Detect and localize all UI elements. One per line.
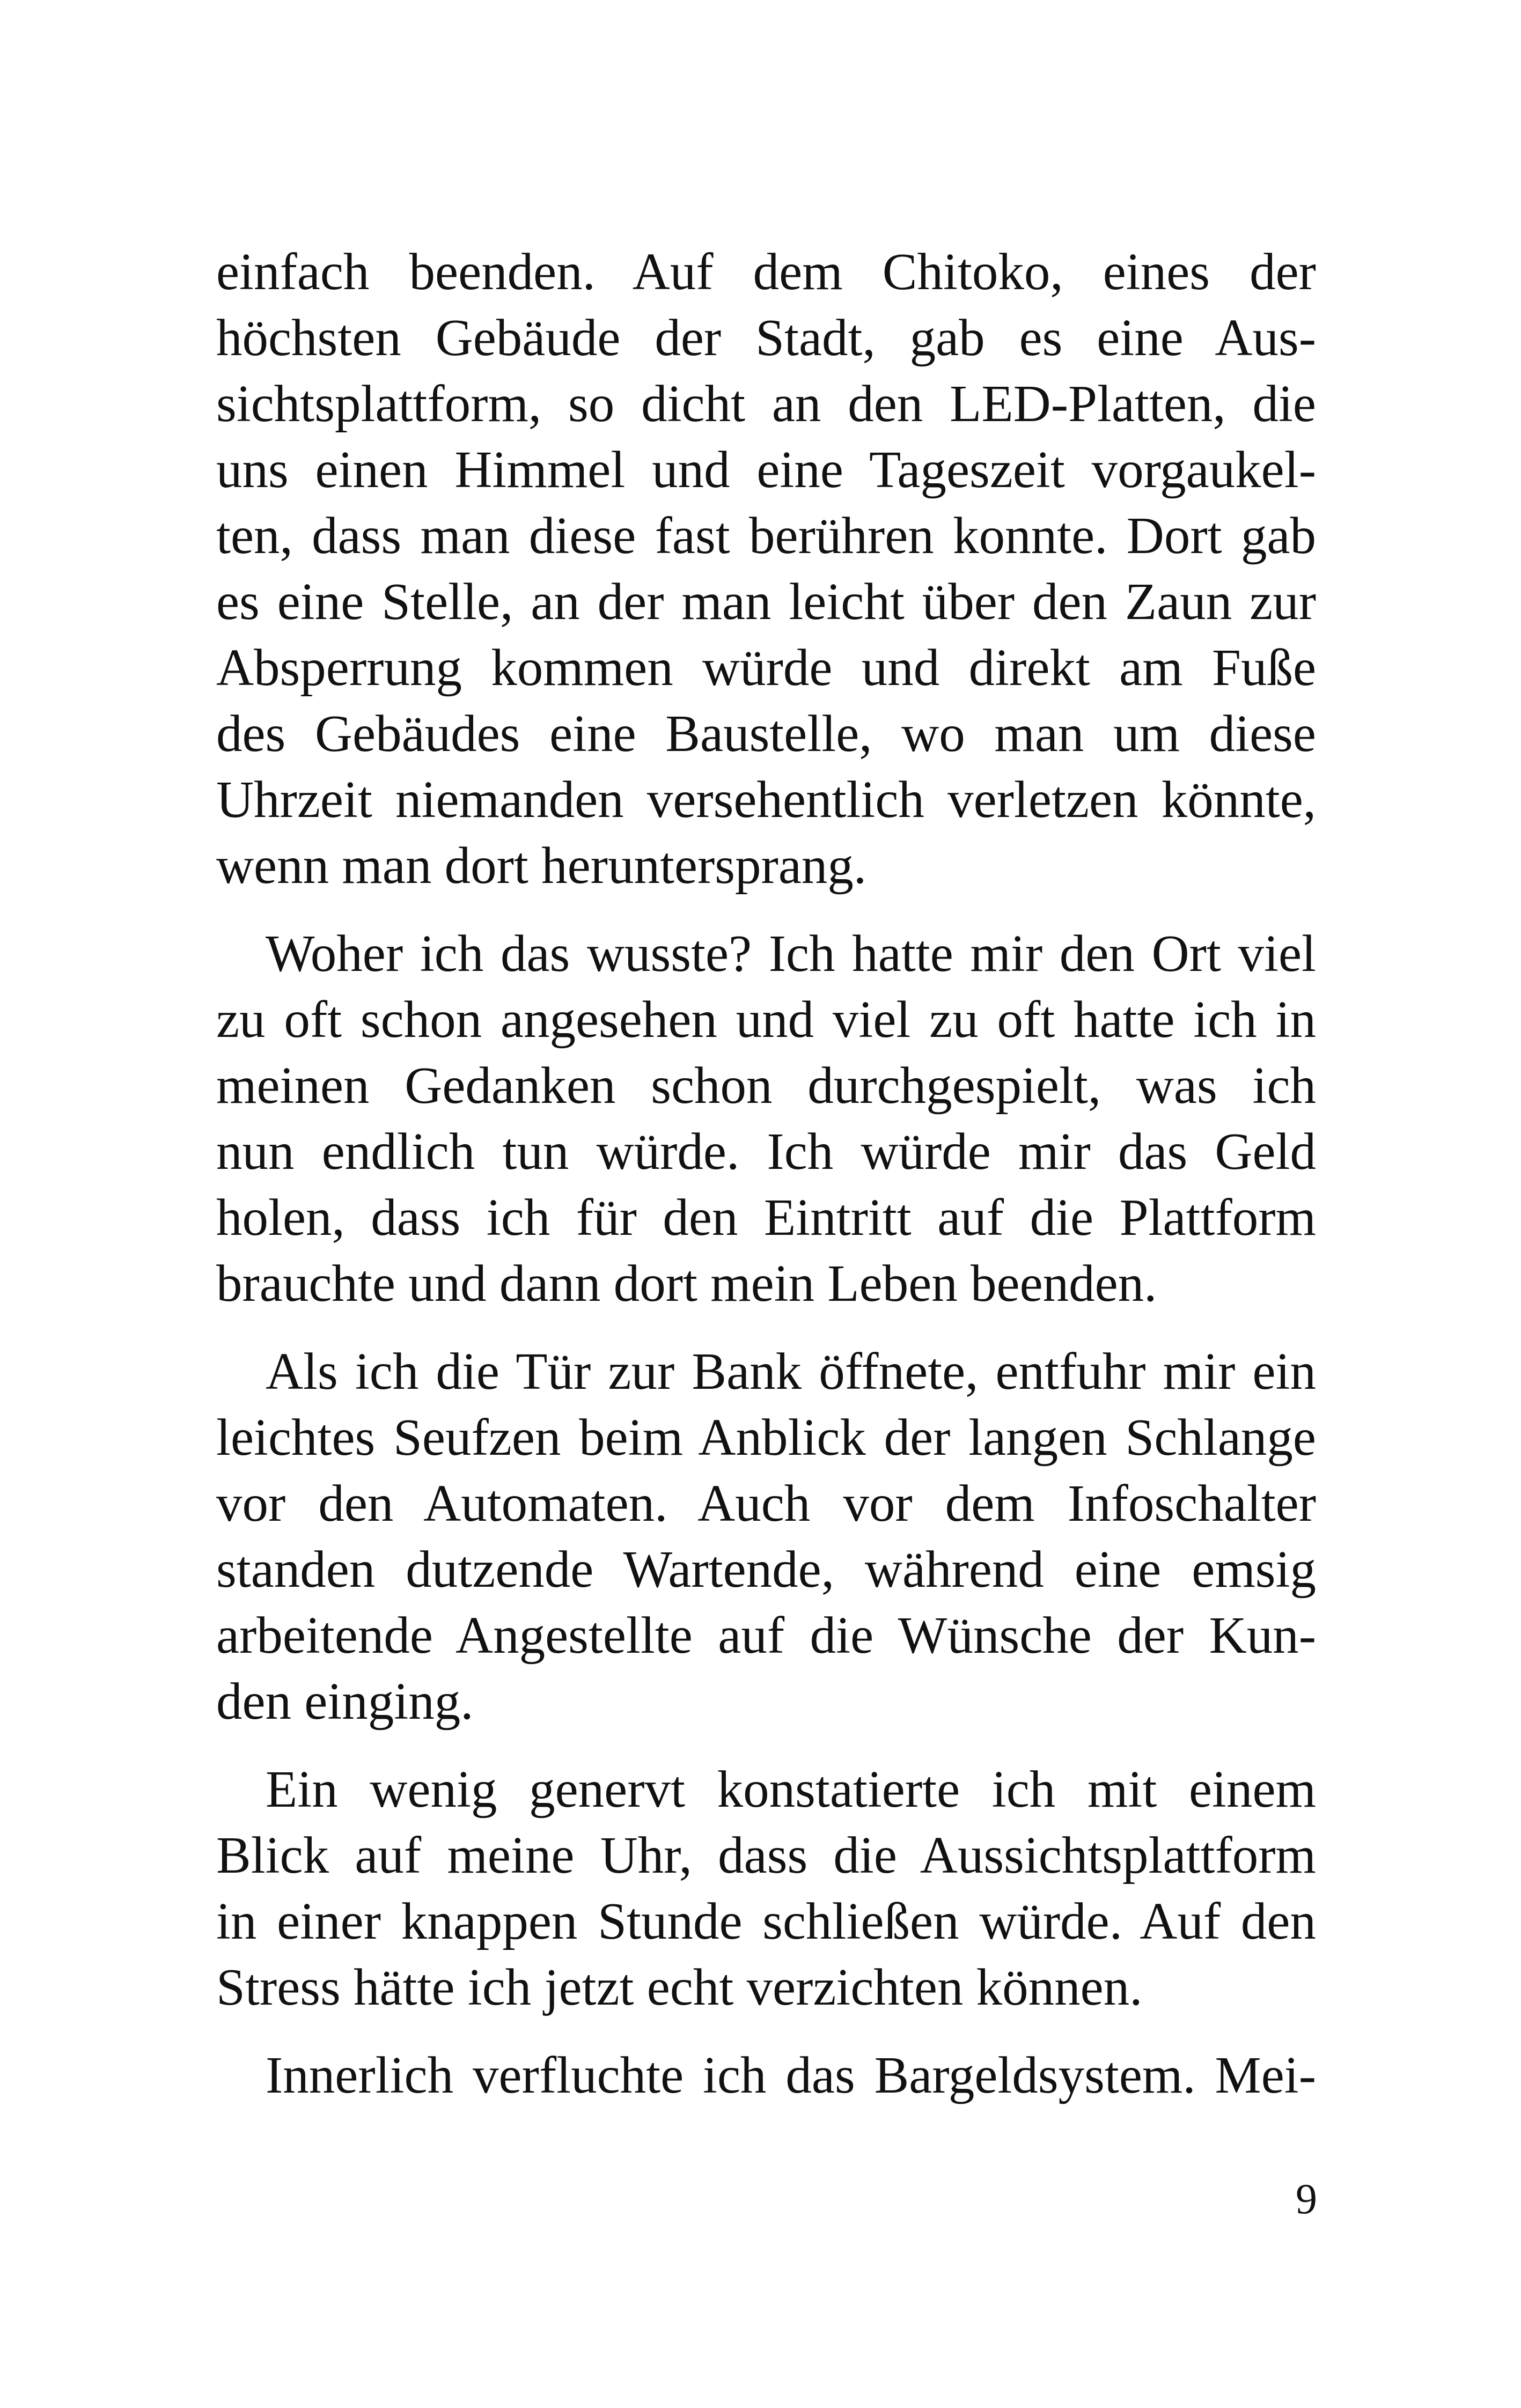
text-line: Uhrzeit niemanden versehentlich verletzen könnte,	[216, 771, 1316, 828]
paragraph-gap	[216, 1316, 1316, 1338]
text-line: es eine Stelle, an der man leicht über den Zaun zur	[216, 573, 1316, 630]
text-line: des Gebäudes eine Baustelle, wo man um diese	[216, 705, 1316, 762]
text-line: ten, dass man diese fast berühren konnte. Dort gab	[216, 507, 1316, 564]
text-line: höchsten Gebäude der Stadt, gab es eine Aus-	[216, 309, 1316, 366]
paragraph	[216, 1338, 1316, 1734]
text-line: Woher ich das wusste? Ich hatte mir den Ort viel	[266, 925, 1316, 982]
text-line: Innerlich verfluchte ich das Bargeldsystem. Mei-	[266, 2046, 1316, 2104]
text-line: arbeitende Angestellte auf die Wünsche der Kun-	[216, 1607, 1316, 1664]
text-line: nun endlich tun würde. Ich würde mir das Geld	[216, 1123, 1316, 1180]
text-line: sichtsplattform, so dicht an den LED-Platten, die	[216, 375, 1316, 432]
text-line: Als ich die Tür zur Bank öffnete, entfuhr mir ein	[266, 1343, 1316, 1400]
page-text	[216, 239, 1316, 2108]
text-line: in einer knappen Stunde schließen würde. Auf den	[216, 1892, 1316, 1950]
paragraph	[216, 239, 1316, 899]
text-line: leichtes Seufzen beim Anblick der langen Schlange	[216, 1409, 1316, 1466]
text-line: vor den Automaten. Auch vor dem Infoschalter	[216, 1475, 1316, 1532]
text-line: brauchte und dann dort mein Leben beenden.	[216, 1255, 1157, 1312]
text-line: zu oft schon angesehen und viel zu oft hatte ich in	[216, 991, 1316, 1048]
text-line: meinen Gedanken schon durchgespielt, was ich	[216, 1057, 1316, 1114]
text-line: wenn man dort heruntersprang.	[216, 837, 867, 894]
paragraph-gap	[216, 2020, 1316, 2042]
text-line: Ein wenig genervt konstatierte ich mit einem	[266, 1761, 1316, 1818]
page-number: 9	[1296, 2176, 1317, 2223]
text-line: den einging.	[216, 1673, 474, 1730]
paragraph	[216, 921, 1316, 1316]
paragraph	[216, 2042, 1316, 2108]
text-line: Blick auf meine Uhr, dass die Aussichtsplattform	[216, 1827, 1316, 1884]
text-line: Absperrung kommen würde und direkt am Fuße	[216, 639, 1316, 696]
text-line: standen dutzende Wartende, während eine emsig	[216, 1541, 1316, 1598]
paragraph-gap	[216, 1734, 1316, 1756]
text-line: uns einen Himmel und eine Tageszeit vorgaukel-	[216, 441, 1316, 498]
text-line: einfach beenden. Auf dem Chitoko, eines der	[216, 243, 1316, 300]
paragraph	[216, 1756, 1316, 2020]
text-line: holen, dass ich für den Eintritt auf die Plattform	[216, 1189, 1316, 1246]
text-line: Stress hätte ich jetzt echt verzichten können.	[216, 1958, 1143, 2016]
paragraph-gap	[216, 899, 1316, 921]
